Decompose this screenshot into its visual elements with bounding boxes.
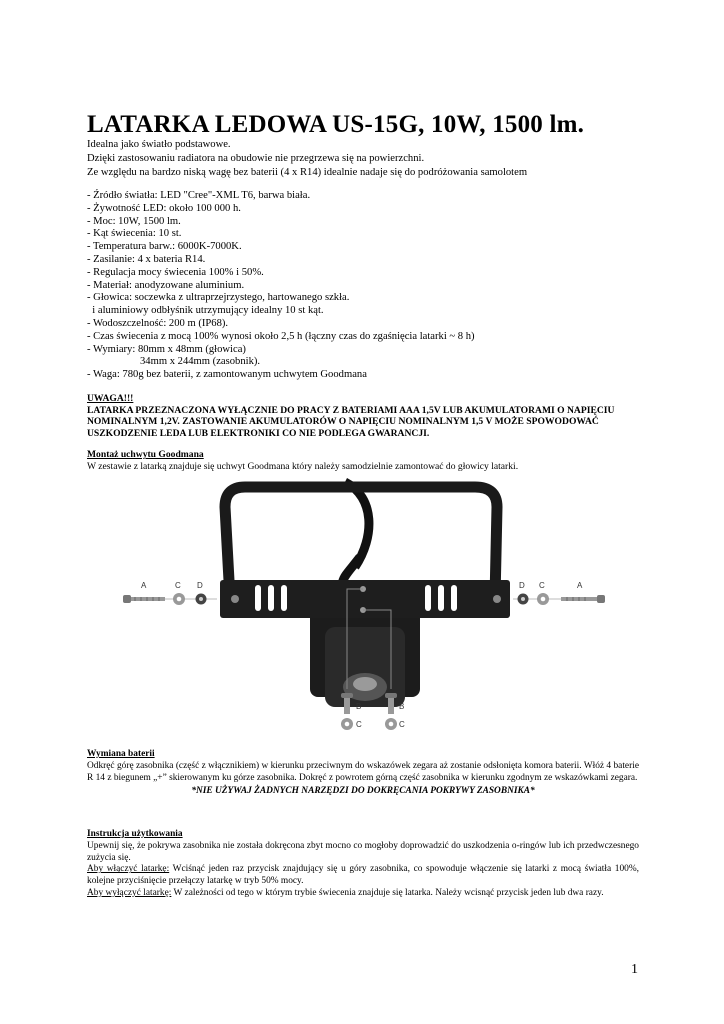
label-a-right: A [577, 581, 583, 590]
intro-line: Ze względu na bardzo niską wagę bez baterii (4 x R14) idealnie nadaje się do podróżowania samolotem [87, 167, 528, 178]
label-c-bottom-left: C [356, 720, 362, 729]
label-a-left: A [141, 581, 147, 590]
manual-on [87, 864, 639, 888]
spec-item: - Temperatura barw.: 6000K-7000K. [87, 241, 242, 253]
warning-block [87, 393, 647, 439]
label-b-right: B [399, 702, 405, 711]
screw-a-left [123, 595, 165, 603]
screw-a-right [561, 595, 605, 603]
label-d-right: D [519, 581, 525, 590]
nut-d-left [196, 594, 207, 605]
spec-item: - Moc: 10W, 1500 lm. [87, 215, 181, 227]
spec-item: - Waga: 780g bez baterii, z zamontowanym uchwytem Goodmana [87, 369, 367, 381]
spec-item: 34mm x 244mm (zasobnik). [140, 356, 261, 368]
spec-item: - Źródło światła: LED "Cree"-XML T6, barwa biała. [87, 190, 311, 201]
label-c-bottom-right: C [399, 720, 405, 729]
spec-item: - Regulacja mocy świecenia 100% i 50%. [87, 266, 264, 278]
spec-item: - Żywotność LED: około 100 000 h. [87, 202, 241, 214]
page-number: 1 [631, 962, 638, 977]
battery-note: *NIE UŻYWAJ ŻADNYCH NARZĘDZI DO DOKRĘCANIA POKRYWY ZASOBNIKA* [191, 786, 535, 797]
spec-item: - Wodoszczelność: 200 m (IP68). [87, 317, 229, 329]
spec-item: - Czas świecenia z mocą 100% wynosi około 2,5 h (łączny czas do zgaśnięcia latarki ~ 8 h) [87, 330, 475, 342]
spec-item: - Zasilanie: 4 x bateria R14. [87, 253, 206, 265]
on-label: Aby włączyć latarkę: [87, 864, 170, 875]
manual-heading: Instrukcja użytkowania [87, 829, 183, 839]
spec-item: - Kąt świecenia: 10 st. [87, 228, 182, 240]
page-title: LATARKA LEDOWA US-15G, 10W, 1500 lm. [87, 111, 585, 138]
mount-heading: Montaż uchwytu Goodmana [87, 449, 204, 460]
manual-text: Upewnij się, że pokrywa zasobnika nie została dokręcona zbyt mocno co mogłoby doprowadzić do uszkodzenia o-ringów lub ich przedwczesnego zużycia się. [87, 840, 639, 863]
off-text: W zależności od tego w którym trybie świecenia znajduje się latarka. Należy wcisnąć przycisk jeden lub dwa razy. [171, 887, 604, 898]
on-text: Wciśnąć jeden raz przycisk znajdujący się u góry zasobnika, co spowoduje włączenie się latarki z mocą światła 100%, kolejne przyciśnięcie przełączy latarkę w tryb 50% mocy. [87, 864, 639, 887]
warning-title: UWAGA!!! [87, 393, 134, 404]
label-b-left: B [356, 702, 362, 711]
intro-paragraph [87, 138, 647, 180]
mount-text: W zestawie z latarką znajduje się uchwyt Goodmana który należy samodzielnie zamontować do głowicy latarki. [87, 460, 519, 472]
mount-bracket [220, 580, 510, 618]
battery-section [87, 749, 639, 798]
battery-heading: Wymiana baterii [87, 749, 155, 759]
mount-diagram [105, 477, 625, 747]
spec-item: i aluminiowy odbłyśnik utrzymujący idealny 10 st kąt. [87, 305, 324, 317]
washer-c-left [173, 593, 185, 605]
warning-text: LATARKA PRZEZNACZONA WYŁĄCZNIE DO PRACY Z BATERIAMI AAA 1,5V LUB AKUMULATORAMI O NAPIĘCIU NOMINALNYM 1,2V. ZASTOWANIE AKUMULATORÓW O NAPIĘCIU NOMINALNYM 1,5 V MOŻE SPOWODOWAĆ USZKODZENIE LEDA LUB ELEKTRONIKI CO NIE PODLEGA GWARANCJI. [87, 404, 615, 439]
spec-item: - Głowica: soczewka z ultraprzejrzystego, hartowanego szkła. [87, 292, 350, 304]
spec-item: - Materiał: anodyzowane aluminium. [87, 279, 245, 291]
manual-off [87, 888, 639, 900]
washer-c-right [537, 593, 549, 605]
manual-section [87, 829, 639, 900]
mount-section [87, 449, 647, 472]
intro-line: Dzięki zastosowaniu radiatora na obudowie nie przegrzewa się na powierzchni. [87, 153, 425, 164]
intro-line: Idealna jako światło podstawowe. [87, 139, 231, 150]
spec-list [87, 190, 647, 382]
nut-d-right [518, 594, 529, 605]
label-c-left: C [175, 581, 181, 590]
battery-text: Odkręć górę zasobnika (część z włącznikiem) w kierunku przeciwnym do wskazówek zegara aż zostanie odsłonięta komora baterii. Włóż 4 baterie R 14 z biegunem „+” skierowanym ku górze zasobnika. Dokręć z powrotem górną część zasobnika w kierunku zgodnym ze wskazówkami zegara. [87, 760, 639, 783]
off-label: Aby wyłączyć latarkę: [87, 887, 172, 898]
label-d-left: D [197, 581, 203, 590]
label-c-right: C [539, 581, 545, 590]
washer-c-bottom-left [341, 718, 353, 730]
spec-item: - Wymiary: 80mm x 48mm (głowica) [87, 343, 246, 355]
washer-c-bottom-right [385, 718, 397, 730]
